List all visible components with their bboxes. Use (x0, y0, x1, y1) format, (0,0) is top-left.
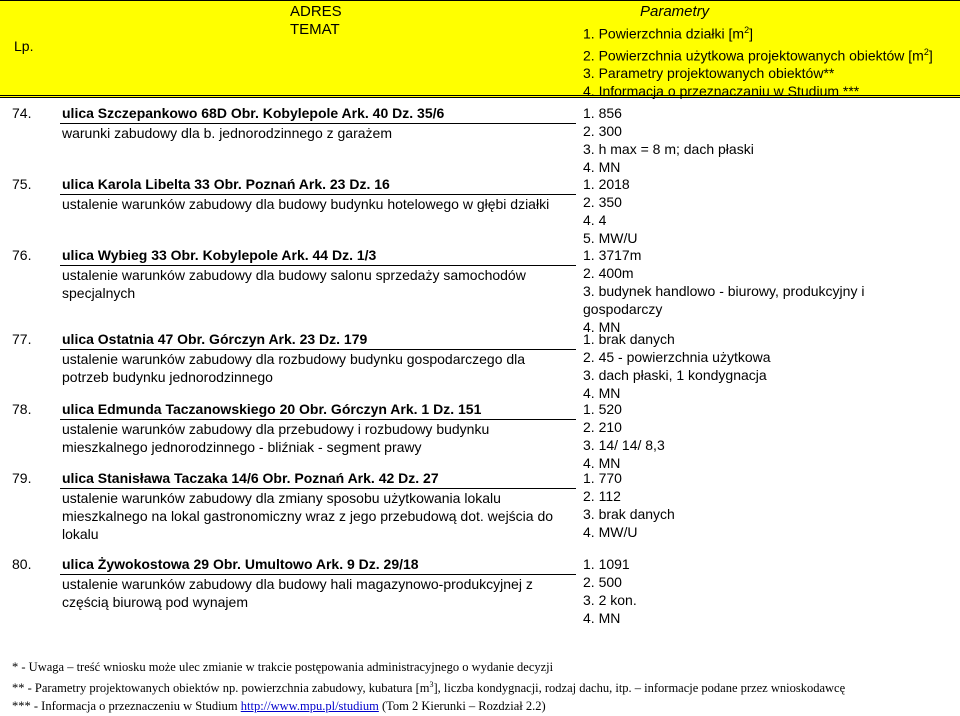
param: 1. 3717m (583, 247, 642, 263)
row-description: ustalenie warunków zabudowy dla przebudowy i rozbudowy budynku mieszkalnego jednorodzinnego - bliźniak - segment prawy (62, 421, 490, 455)
row-lp: 79. (12, 470, 32, 486)
param: 1. brak danych (583, 331, 675, 347)
header-adres: ADRES (290, 3, 342, 20)
param: 1. 770 (583, 470, 622, 486)
param: 4. MN (583, 319, 621, 335)
header-params-title: Parametry (640, 3, 710, 20)
footnote-1: * - Uwaga – treść wniosku może ulec zmianie w trakcie postępowania administracyjnego o wydanie decyzji (12, 660, 554, 674)
row-params (583, 469, 675, 541)
param: 2. 112 (583, 488, 621, 504)
studium-link[interactable]: http://www.mpu.pl/studium (240, 699, 379, 714)
param: 2. 500 (583, 574, 622, 590)
param: 3. 2 kon. (583, 592, 637, 608)
row-description: warunki zabudowy dla b. jednorodzinnego z garażem (62, 125, 392, 141)
footnote-3: *** - Informacja o przeznaczeniu w Studium http://www.mpu.pl/studium (Tom 2 Kierunki – Rozdział 2.2) (12, 699, 546, 714)
row-description: ustalenie warunków zabudowy dla budowy budynku hotelowego w głębi działki (62, 196, 550, 212)
row-address: ulica Wybieg 33 Obr. Kobylepole Ark. 44 Dz. 1/3 (62, 247, 377, 263)
row-description: ustalenie warunków zabudowy dla budowy salonu sprzedaży samochodów specjalnych (62, 267, 526, 301)
param: 4. MN (583, 610, 621, 626)
row-address: ulica Ostatnia 47 Obr. Górczyn Ark. 23 Dz. 179 (62, 331, 368, 347)
row-address: ulica Stanisława Taczaka 14/6 Obr. Poznań Ark. 42 Dz. 27 (62, 470, 439, 486)
footnote-2: ** - Parametry projektowanych obiektów np. powierzchnia zabudowy, kubatura $[m^3]$, liczba kondygnacji, rodzaj dachu, itp. – informacje podane przez wnioskodawcę (12, 680, 846, 696)
row-description: ustalenie warunków zabudowy dla rozbudowy budynku gospodarczego dla potrzeb budynku jednorodzinnego (62, 351, 526, 385)
param: 3. dach płaski, 1 kondygnacja (583, 367, 767, 383)
param: 3. budynek handlowo - biurowy, produkcyjny i gospodarczy (583, 283, 865, 317)
param: 4. MN (583, 455, 621, 471)
param: 4. MN (583, 385, 621, 401)
header-params-list (583, 21, 933, 100)
param: 4. MN (583, 159, 621, 175)
row-lp: 75. (12, 176, 32, 192)
header-lp: Lp. (14, 38, 34, 54)
row-lp: 78. (12, 401, 32, 417)
param: 2. 400m (583, 265, 634, 281)
header-param-2: 2. Powierzchnia użytkowa projektowanych obiektów $[m^2]$ (583, 46, 933, 64)
param: 2. 45 - powierzchnia użytkowa (583, 349, 771, 365)
param: 3. 14/ 14/ 8,3 (583, 437, 665, 453)
row-description: ustalenie warunków zabudowy dla budowy hali magazynowo-produkcyjnej z częścią biurową pod wynajem (62, 576, 533, 610)
param: 2. 300 (583, 123, 622, 139)
header-temat: TEMAT (290, 21, 340, 38)
row-params (583, 555, 637, 627)
param: 1. 520 (583, 401, 622, 417)
row-params (583, 400, 665, 472)
row-address: ulica Szczepankowo 68D Obr. Kobylepole Ark. 40 Dz. 35/6 (62, 105, 445, 121)
row-params (583, 330, 771, 402)
row-lp: 74. (12, 105, 32, 121)
row-params (583, 246, 913, 336)
param: 3. brak danych (583, 506, 675, 522)
header-param-4: 4. Informacja o przeznaczaniu w Studium *** (583, 83, 860, 100)
row-lp: 77. (12, 331, 32, 347)
row-address: ulica Edmunda Taczanowskiego 20 Obr. Górczyn Ark. 1 Dz. 151 (62, 401, 482, 417)
row-address: ulica Żywokostowa 29 Obr. Umultowo Ark. 9 Dz. 29/18 (62, 556, 419, 572)
param: 1. 2018 (583, 176, 630, 192)
param: 5. MW/U (583, 230, 638, 246)
header-param-3: 3. Parametry projektowanych obiektów** (583, 65, 835, 82)
param: 1. 856 (583, 105, 622, 121)
param: 4. 4 (583, 212, 607, 228)
footnotes (12, 658, 952, 715)
param: 3. h max = 8 m; dach płaski (583, 141, 754, 157)
row-params (583, 175, 637, 247)
row-description: ustalenie warunków zabudowy dla zmiany sposobu użytkowania lokalu mieszkalnego na lokal gastronomiczny wraz z jego przebudową dot. wejścia do lokalu (62, 490, 554, 542)
row-params (583, 104, 754, 176)
row-address: ulica Karola Libelta 33 Obr. Poznań Ark. 23 Dz. 16 (62, 176, 390, 192)
header-param-1: 1. Powierzchnia działki $[m^2]$ (583, 25, 753, 42)
param: 2. 210 (583, 419, 622, 435)
row-lp: 80. (12, 556, 32, 572)
param: 2. 350 (583, 194, 622, 210)
param: 1. 1091 (583, 556, 630, 572)
row-lp: 76. (12, 247, 32, 263)
table-header (0, 0, 960, 98)
param: 4. MW/U (583, 524, 638, 540)
